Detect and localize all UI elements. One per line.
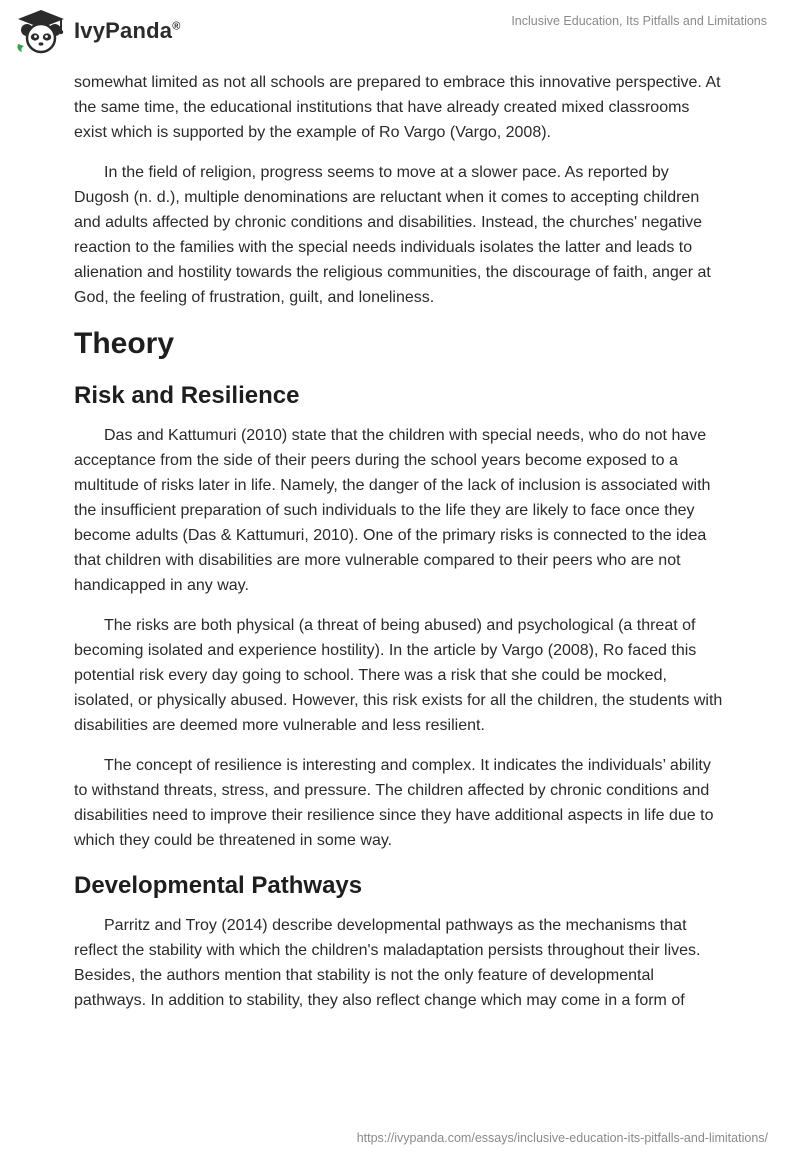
page-header: [0, 0, 800, 66]
paragraph-religion: In the field of religion, progress seems to move at a slower pace. As reported by Dugosh (n. d.), multiple denominations are reluctant when it comes to accepting children and adults affected by chronic conditions and disabilities. Instead, the churches' negative reaction to the families with the special needs individuals isolates the latter and leads to alienation and hostility towards the religious communities, the discourage of faith, anger at God, the feeling of frustration, guilt, and loneliness.: [74, 164, 711, 306]
heading-developmental-pathways: Developmental Pathways: [74, 872, 363, 899]
essay-body: [74, 70, 726, 1028]
paragraph-continued: somewhat limited as not all schools are prepared to embrace this innovative perspective. At the same time, the educational institutions that have already created mixed classrooms exist which is supported by the example of Ro Vargo (Vargo, 2008).: [74, 74, 721, 141]
paragraph-risks-intro: Das and Kattumuri (2010) state that the children with special needs, who do not have acceptance from the side of their peers during the school years become exposed to a multitude of risks later in life. Namely, the danger of the lack of inclusion is associated with the insufficient preparation of such individuals to the life they are likely to face once they become adults (Das & Kattumuri, 2010). One of the primary risks is connected to the idea that children with disabilities are more vulnerable compared to their peers who are not handicapped in any way.: [74, 427, 711, 594]
source-url[interactable]: https://ivypanda.com/essays/inclusive-education-its-pitfalls-and-limitations/: [356, 1131, 768, 1145]
panda-graduate-icon: [14, 8, 68, 54]
heading-risk-resilience: Risk and Resilience: [74, 382, 300, 409]
registered-mark: ®: [172, 20, 181, 33]
paragraph-risks-types: The risks are both physical (a threat of being abused) and psychological (a threat of becoming isolated and experience hostility). In the article by Vargo (2008), Ro faced this potential risk every day going to school. There was a risk that she could be mocked, isolated, or physically abused. However, this risk exists for all the children, the students with disabilities are deemed more vulnerable and less resilient.: [74, 617, 723, 734]
ivypanda-logo[interactable]: [14, 8, 181, 54]
brand-text: IvyPanda: [74, 18, 173, 43]
paragraph-resilience: The concept of resilience is interesting and complex. It indicates the individuals’ ability to withstand threats, stress, and pressure. The children affected by chronic conditions and disabilities need to improve their resilience since they have additional aspects in life due to which they could be threatened in some way.: [74, 757, 714, 849]
paragraph-pathways: Parritz and Troy (2014) describe developmental pathways as the mechanisms that reflect the stability with which the children's maladaptation persists throughout their lives. Besides, the authors mention that stability is not the only feature of developmental pathways. In addition to stability, they also reflect change which may come in a form of: [74, 917, 701, 1009]
brand-name: [74, 18, 181, 44]
heading-theory: Theory: [74, 327, 175, 360]
document-title: Inclusive Education, Its Pitfalls and Limitations: [511, 14, 767, 28]
